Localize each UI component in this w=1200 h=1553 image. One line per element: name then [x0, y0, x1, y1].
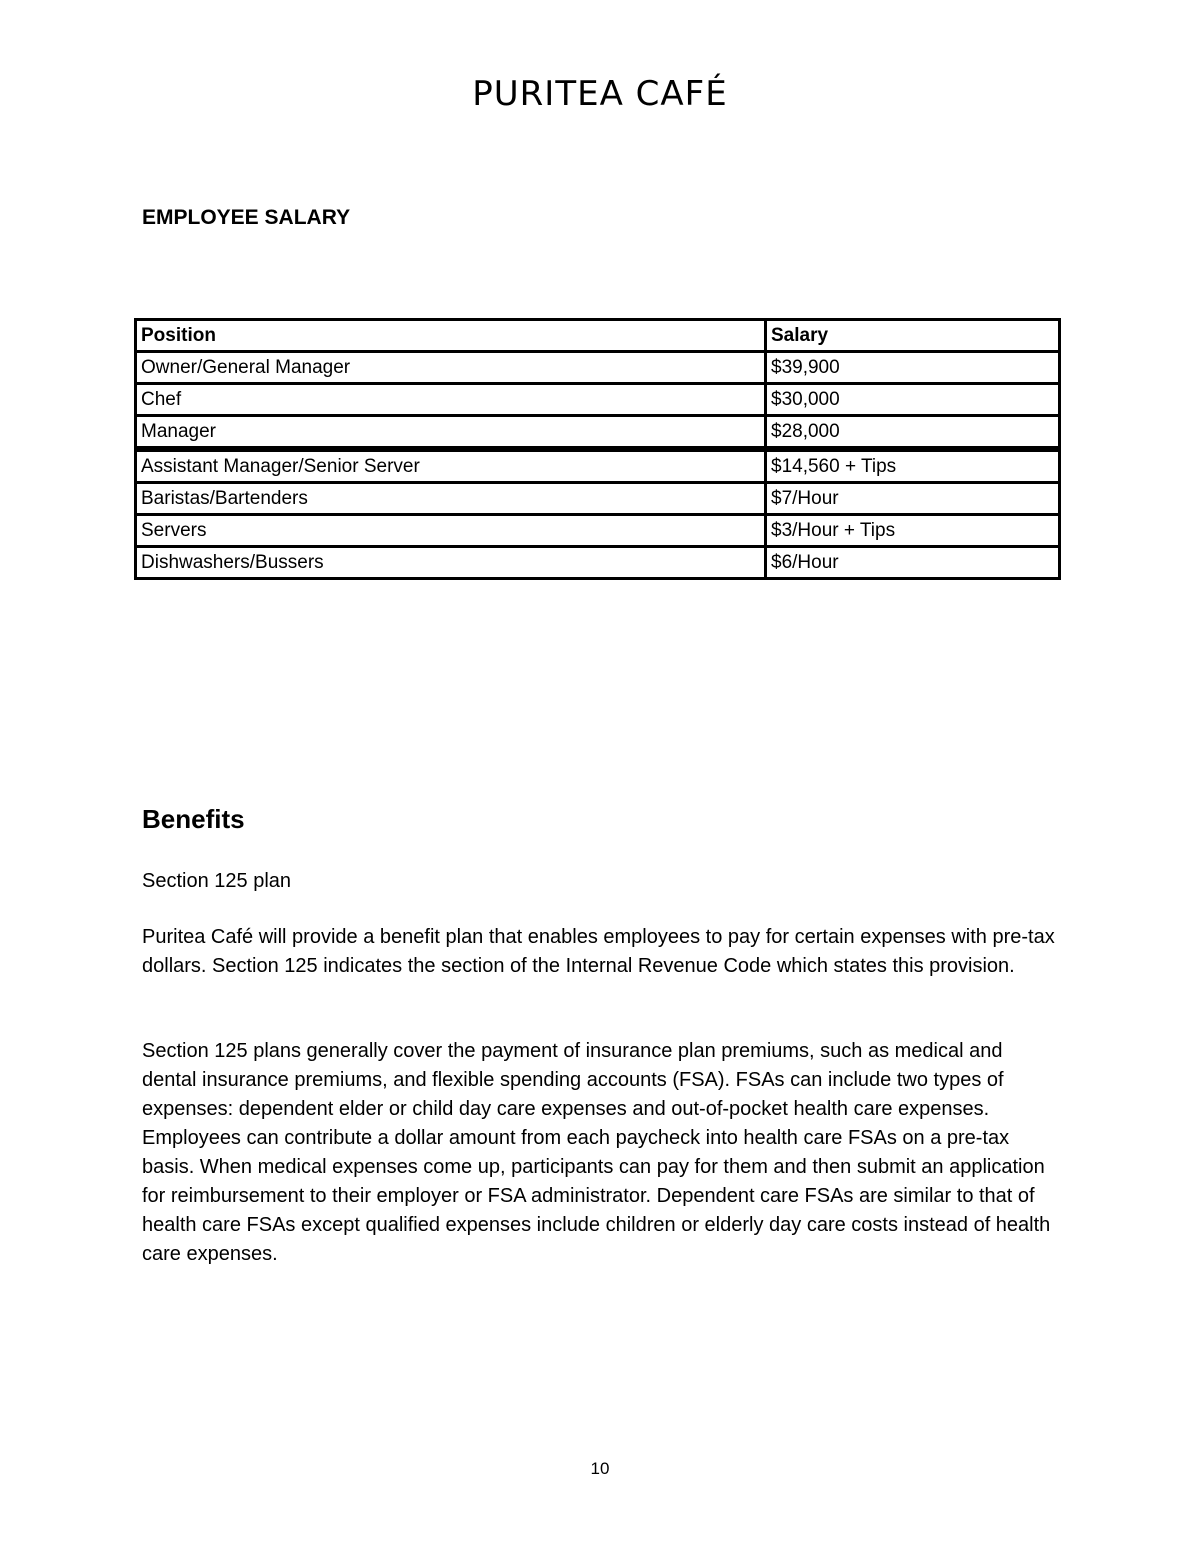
table-row	[136, 547, 1060, 579]
salary-cell: $3/Hour + Tips	[766, 515, 1060, 547]
salary-cell: $30,000	[766, 384, 1060, 416]
salary-cell: $7/Hour	[766, 483, 1060, 515]
table-row	[136, 416, 1060, 450]
position-cell: Servers	[136, 515, 766, 547]
table-row	[136, 483, 1060, 515]
salary-cell: $39,900	[766, 352, 1060, 384]
salary-section-heading: EMPLOYEE SALARY	[142, 206, 351, 229]
table-row	[136, 352, 1060, 384]
position-cell: Dishwashers/Bussers	[136, 547, 766, 579]
position-cell: Owner/General Manager	[136, 352, 766, 384]
position-cell: Manager	[136, 416, 766, 450]
page-title: PURITEA CAFÉ	[472, 74, 728, 114]
position-cell: Assistant Manager/Senior Server	[136, 449, 766, 483]
salary-cell: $28,000	[766, 416, 1060, 450]
salary-table	[134, 318, 1061, 580]
table-row	[136, 449, 1060, 483]
page-number: 10	[590, 1459, 610, 1478]
benefits-paragraph: Puritea Café will provide a benefit plan that enables employees to pay for certain expenses with pre-tax dollars. Section 125 indicates the section of the Internal Revenue Code which states this provision.	[142, 926, 1055, 977]
benefits-heading: Benefits	[142, 804, 245, 834]
table-header-row	[136, 320, 1060, 352]
column-header-position: Position	[136, 320, 766, 352]
table-row	[136, 515, 1060, 547]
salary-cell: $6/Hour	[766, 547, 1060, 579]
plan-name: Section 125 plan	[142, 870, 292, 892]
position-cell: Chef	[136, 384, 766, 416]
salary-cell: $14,560 + Tips	[766, 449, 1060, 483]
position-cell: Baristas/Bartenders	[136, 483, 766, 515]
column-header-salary: Salary	[766, 320, 1060, 352]
benefits-paragraph: Section 125 plans generally cover the payment of insurance plan premiums, such as medical and dental insurance premiums, and flexible spending accounts (FSA). FSAs can include two types of expenses: dependent elder or child day care expenses and out-of-pocket health care expenses. Employees can contribute a dollar amount from each paycheck into health care FSAs on a pre-tax basis. When medical expenses come up, participants can pay for them and then submit an application for reimbursement to their employer or FSA administrator. Dependent care FSAs are similar to that of health care FSAs except qualified expenses include children or elderly day care costs instead of health care expenses.	[142, 1040, 1051, 1265]
table-row	[136, 384, 1060, 416]
